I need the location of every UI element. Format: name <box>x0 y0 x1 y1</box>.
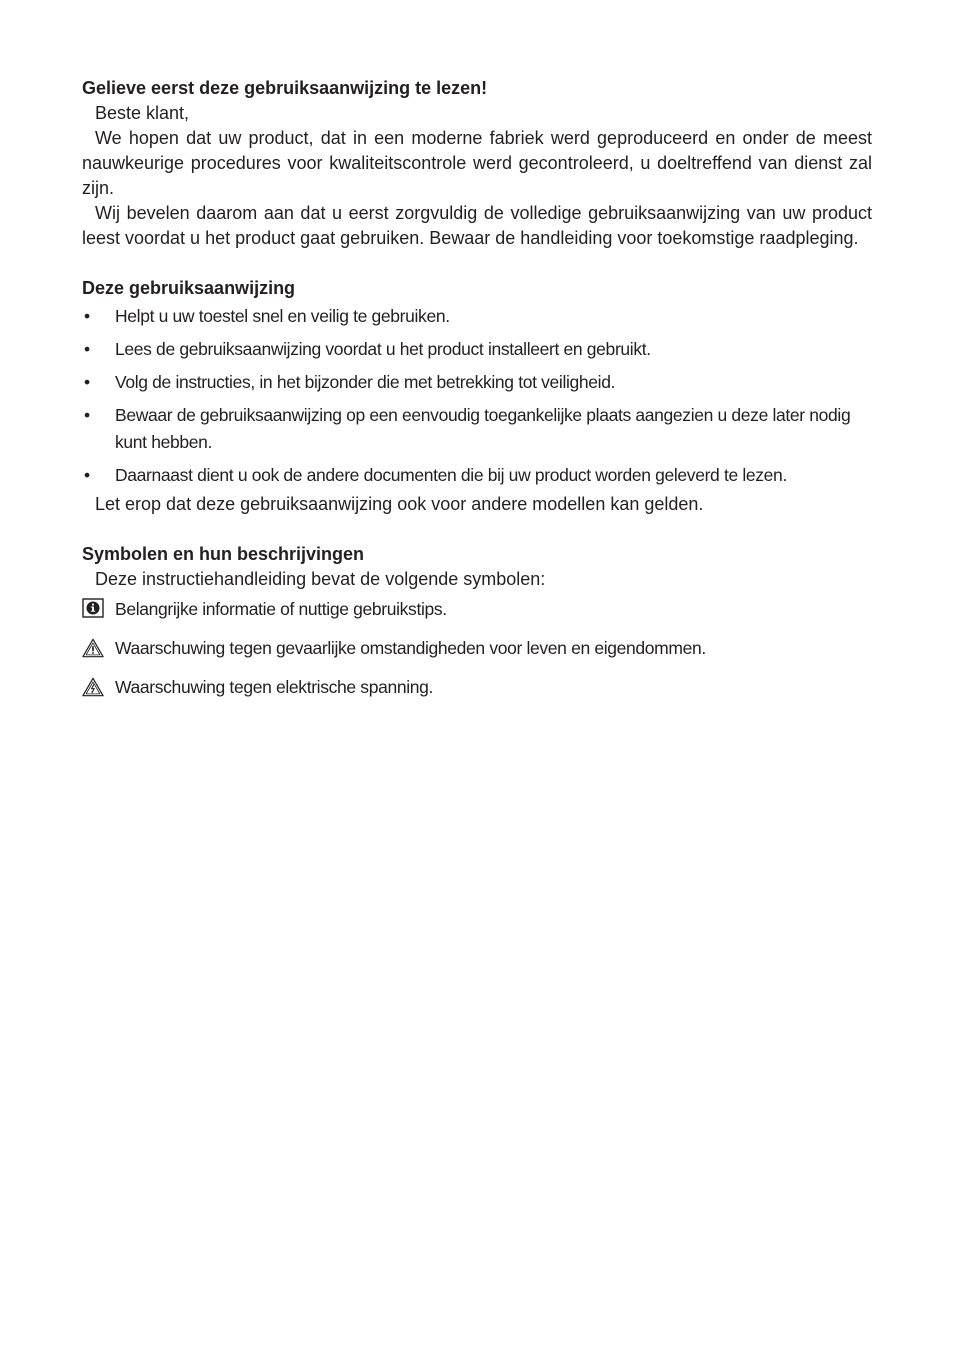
list-item <box>82 303 872 330</box>
symbol-row-warning <box>82 635 872 662</box>
intro-heading: Gelieve eerst deze gebruiksaanwijzing te lezen! <box>82 78 488 98</box>
document-page <box>82 76 872 713</box>
warning-triangle-icon <box>82 637 104 659</box>
manual-heading: Deze gebruiksaanwijzing <box>82 278 296 298</box>
symbols-heading: Symbolen en hun beschrijvingen <box>82 544 365 564</box>
list-item <box>82 462 872 489</box>
info-icon <box>82 598 104 620</box>
list-item-text: Lees de gebruiksaanwijzing voordat u het product installeert en gebruikt. <box>115 339 651 359</box>
symbols-intro: Deze instructiehandleiding bevat de volgende symbolen: <box>95 569 546 589</box>
symbol-text: Belangrijke informatie of nuttige gebruikstips. <box>115 599 447 619</box>
list-item <box>82 369 872 396</box>
list-item-text: Volg de instructies, in het bijzonder die met betrekking tot veiligheid. <box>115 372 616 392</box>
bullet-icon: • <box>84 306 90 326</box>
bullet-icon: • <box>84 465 90 485</box>
symbol-row-electric <box>82 674 872 701</box>
list-item <box>82 336 872 363</box>
bullet-icon: • <box>84 339 90 359</box>
symbol-text: Waarschuwing tegen elektrische spanning. <box>115 677 434 697</box>
list-item-text: Helpt u uw toestel snel en veilig te gebruiken. <box>115 306 450 326</box>
electric-warning-icon <box>82 676 104 698</box>
salutation: Beste klant, <box>95 103 190 123</box>
list-item <box>82 402 872 456</box>
bullet-icon: • <box>84 372 90 392</box>
manual-bullet-list <box>82 303 872 489</box>
intro-paragraph-1: We hopen dat uw product, dat in een moderne fabriek werd geproduceerd en onder de meest nauwkeurige procedures voor kwaliteitscontrole werd gecontroleerd, u doeltreffend van dienst zal zijn. <box>82 128 872 198</box>
list-item-text: Bewaar de gebruiksaanwijzing op een eenvoudig toegankelijke plaats aangezien u deze later nodig kunt hebben. <box>115 405 851 452</box>
bullet-icon: • <box>84 405 90 425</box>
list-item-text: Daarnaast dient u ook de andere documenten die bij uw product worden geleverd te lezen. <box>115 465 787 485</box>
intro-paragraph-2: Wij bevelen daarom aan dat u eerst zorgvuldig de volledige gebruiksaanwijzing van uw product leest voordat u het product gaat gebruiken. Bewaar de handleiding voor toekomstige raadpleging. <box>82 203 872 248</box>
manual-note: Let erop dat deze gebruiksaanwijzing ook voor andere modellen kan gelden. <box>95 494 704 514</box>
symbol-row-info <box>82 596 872 623</box>
symbol-text: Waarschuwing tegen gevaarlijke omstandigheden voor leven en eigendommen. <box>115 638 706 658</box>
